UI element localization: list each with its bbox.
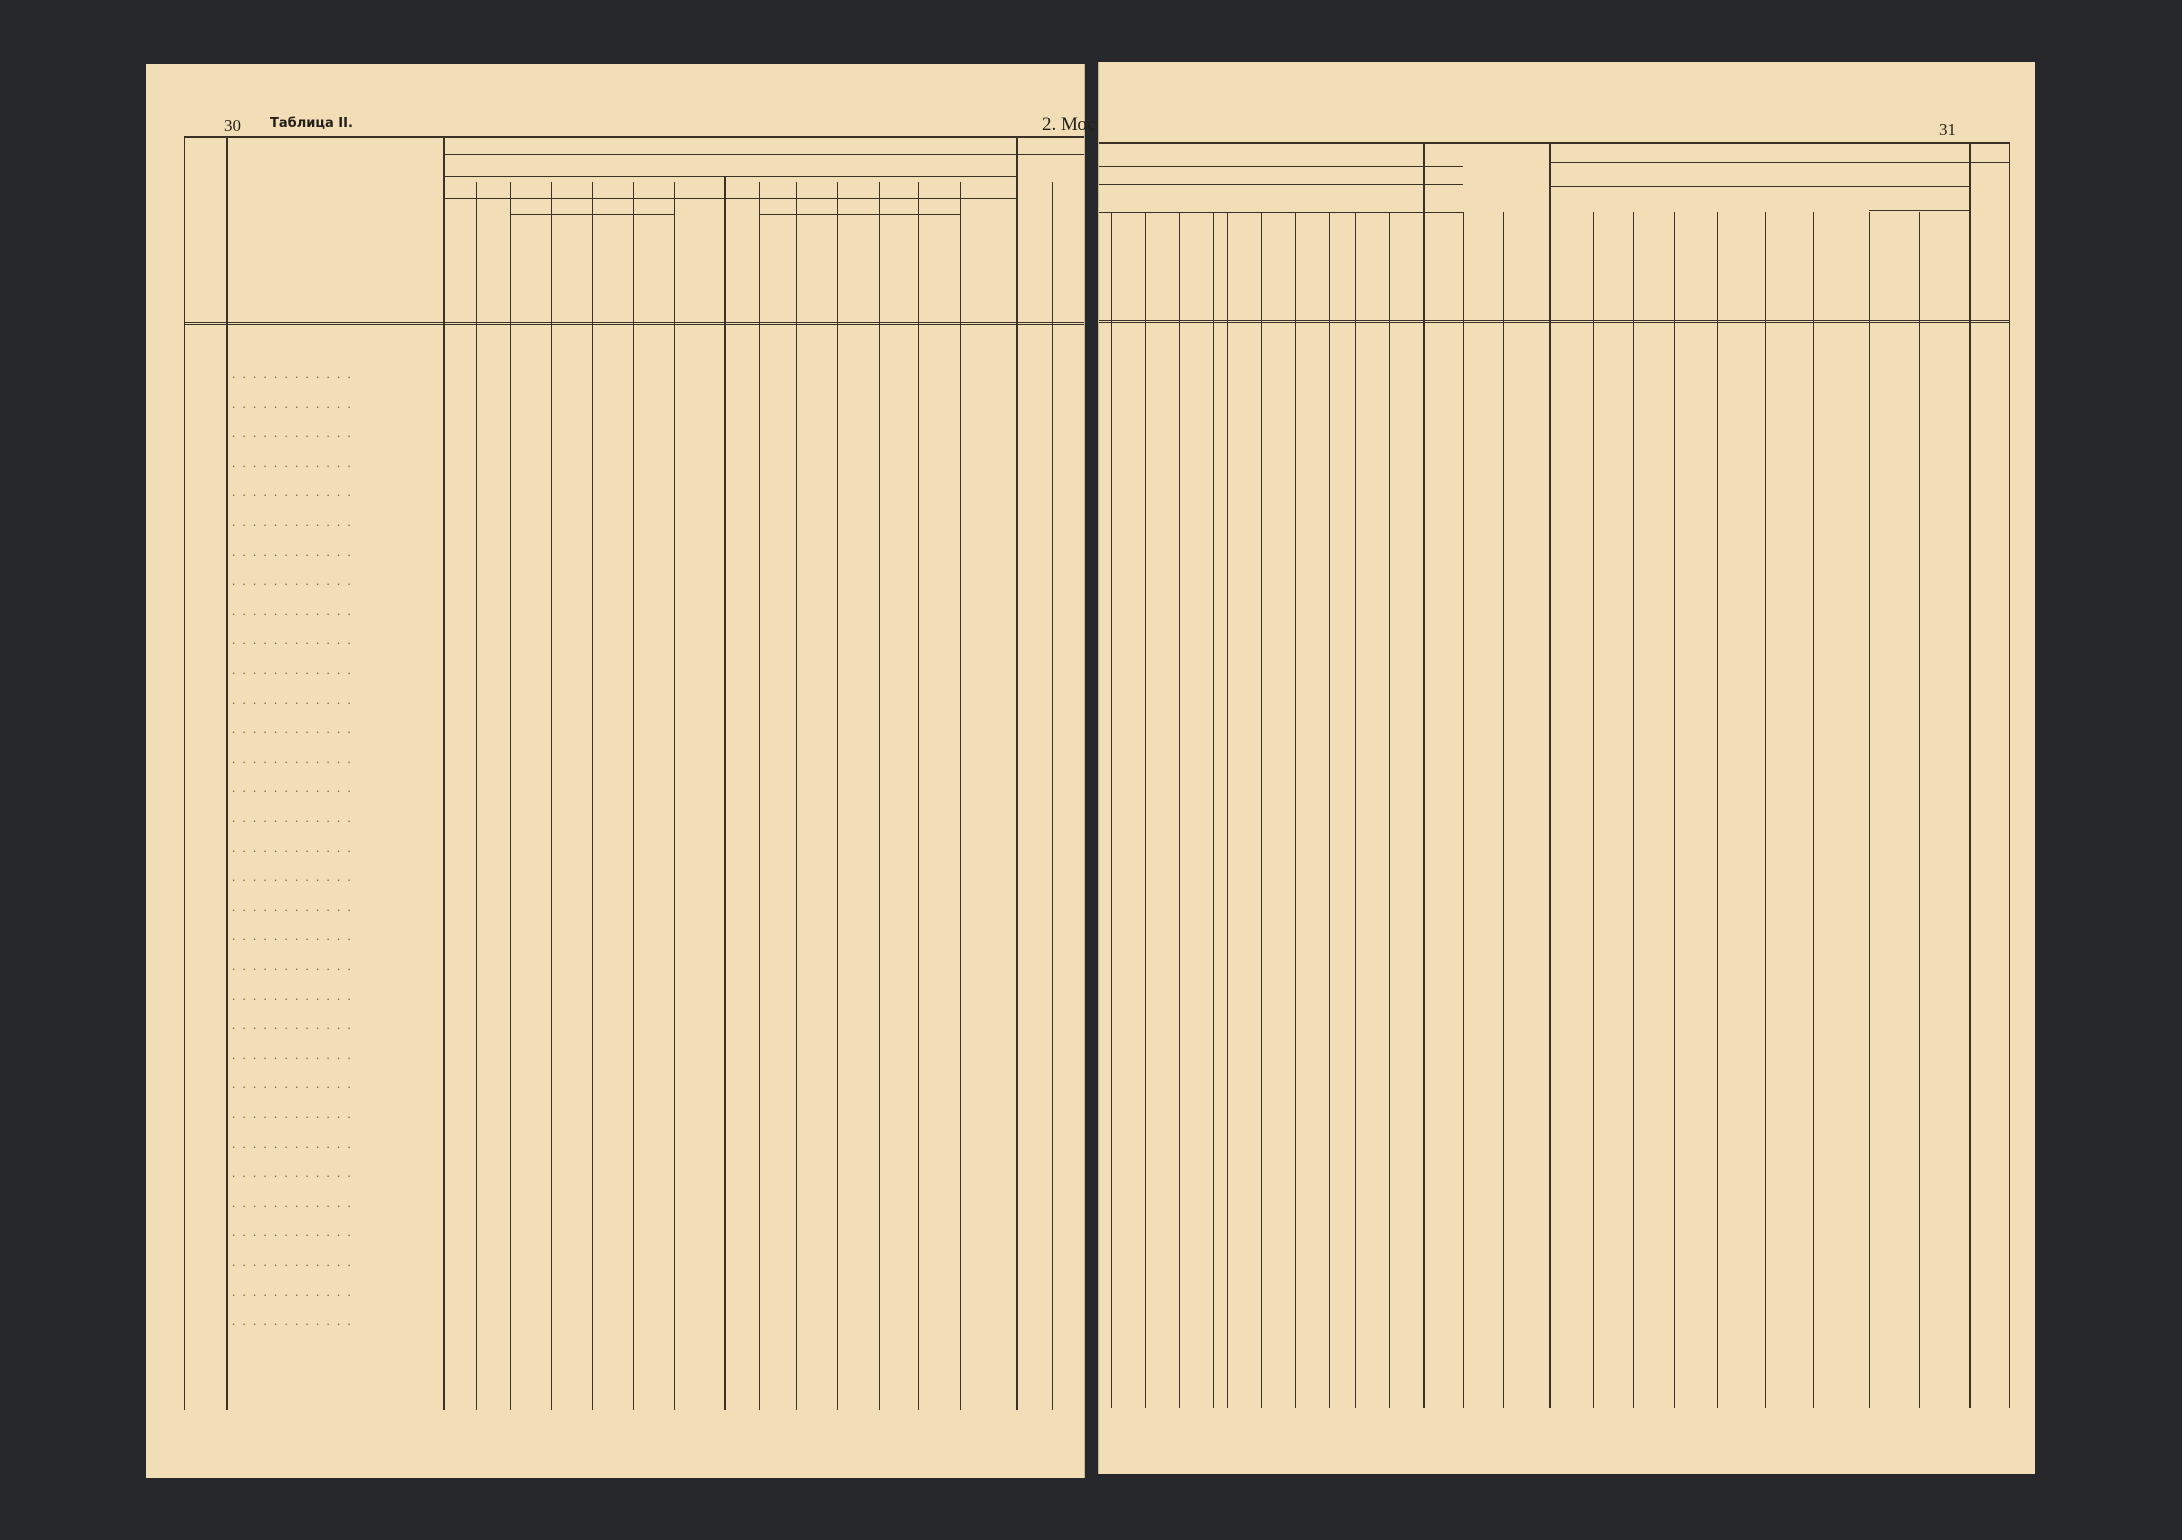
rule: [1869, 212, 1870, 1408]
settlement-name: [232, 1313, 440, 1329]
settlement-name: [232, 1136, 440, 1152]
rule: [1503, 212, 1504, 1408]
settlement-name: [232, 928, 440, 944]
rule: [443, 176, 1016, 177]
rule: [837, 182, 838, 1410]
rule: [1355, 212, 1356, 1408]
rule: [1919, 212, 1920, 1408]
leader-dots: . . . . . . . . . . . .: [232, 810, 353, 825]
rule: [1099, 142, 2009, 144]
rule: [1016, 136, 1018, 1410]
page-number: 31: [1939, 120, 1956, 139]
rule: [1099, 322, 2009, 323]
rule: [476, 182, 477, 1410]
rule: [674, 182, 675, 1410]
settlement-name: [232, 1284, 440, 1300]
rule: [184, 322, 1084, 323]
table-label: Таблица II.: [270, 116, 353, 131]
rule: [724, 176, 726, 1410]
leader-dots: . . . . . . . . . . . .: [232, 543, 353, 559]
leader-dots: . . . . . . . . . . . .: [232, 1046, 353, 1062]
rule: [1389, 212, 1390, 1408]
rule: [1633, 212, 1634, 1408]
leader-dots: . . . . . . . . . . . .: [232, 1135, 353, 1151]
rule: [226, 136, 228, 1410]
rule: [1869, 210, 1969, 211]
leader-dots: . . . . . . . . . . . .: [232, 1224, 353, 1240]
rule: [1765, 212, 1766, 1408]
rule: [1969, 142, 1971, 1408]
rule: [184, 136, 185, 1410]
leader-dots: . . . . . . . . . . . .: [232, 691, 353, 707]
rule: [1213, 212, 1214, 1408]
settlement-name: [232, 544, 440, 560]
leader-dots: . . . . . . . . . . . .: [232, 1313, 353, 1329]
settlement-name: [232, 603, 440, 619]
settlement-name: [232, 455, 440, 471]
settlement-name: [232, 692, 440, 708]
settlement-name: [232, 573, 440, 589]
rule: [2009, 142, 2010, 1408]
rule: [1674, 212, 1675, 1408]
leader-dots: . . . . . . . . . . . .: [232, 1254, 353, 1269]
rule: [551, 182, 552, 1410]
rule: [1099, 166, 1463, 167]
leader-dots: . . . . . . . . . . . .: [232, 1017, 353, 1033]
edge-label: 2. Мос: [1042, 114, 1096, 135]
settlement-name: [232, 396, 440, 412]
rule: [1423, 142, 1425, 1408]
leader-dots: . . . . . . . . . . . .: [232, 987, 353, 1003]
rule: [1145, 212, 1146, 1408]
rule: [759, 214, 960, 215]
rule: [1227, 212, 1228, 1408]
settlement-name: [232, 1106, 440, 1122]
settlement-name: [232, 484, 440, 500]
settlement-name: [232, 662, 440, 678]
settlement-name: [232, 840, 440, 856]
rule: [510, 214, 674, 215]
rule: [960, 182, 961, 1410]
leader-dots: . . . . . . . . . . . .: [232, 1165, 353, 1181]
rule: [1111, 212, 1112, 1408]
leader-dots: . . . . . . . . . . . .: [232, 721, 353, 737]
leader-dots: . . . . . . . . . . . .: [232, 869, 353, 885]
leader-dots: . . . . . . . . . . . .: [232, 395, 353, 411]
leader-dots: . . . . . . . . . . . .: [232, 928, 353, 944]
rule: [443, 198, 1016, 199]
settlement-name: [232, 425, 440, 441]
rule: [918, 182, 919, 1410]
rule: [443, 154, 1084, 155]
page-number: 30: [224, 116, 241, 135]
leader-dots: . . . . . . . . . . . .: [232, 366, 353, 381]
rule: [1329, 212, 1330, 1408]
rule: [1593, 212, 1594, 1408]
rule: [1261, 212, 1262, 1408]
rule: [1179, 212, 1180, 1408]
settlement-name: [232, 721, 440, 737]
rule: [184, 324, 1084, 325]
settlement-name: [232, 1254, 440, 1270]
leader-dots: . . . . . . . . . . . .: [232, 514, 353, 529]
settlement-name: [232, 1165, 440, 1181]
rule: [510, 182, 511, 1410]
rule: [1099, 212, 1463, 213]
settlement-name: [232, 1076, 440, 1092]
settlement-name: [232, 366, 440, 382]
rule: [1549, 142, 1551, 1408]
rule: [1295, 212, 1296, 1408]
left-page: [146, 64, 1096, 1478]
leader-dots: . . . . . . . . . . . .: [232, 662, 353, 677]
settlement-name: [232, 958, 440, 974]
settlement-name: [232, 751, 440, 767]
settlement-name: [232, 988, 440, 1004]
settlement-name: [232, 780, 440, 796]
settlement-name: [232, 869, 440, 885]
rule: [1549, 186, 1969, 187]
leader-dots: . . . . . . . . . . . .: [232, 1076, 353, 1092]
rule: [1813, 212, 1814, 1408]
rule: [443, 136, 445, 1410]
settlement-name: [232, 632, 440, 648]
settlement-name: [232, 1195, 440, 1211]
leader-dots: . . . . . . . . . . . .: [232, 1194, 353, 1210]
rule: [1463, 212, 1464, 1408]
leader-dots: . . . . . . . . . . . .: [232, 750, 353, 766]
leader-dots: . . . . . . . . . . . .: [232, 632, 353, 648]
leader-dots: . . . . . . . . . . . .: [232, 425, 353, 441]
rule: [1099, 184, 1463, 185]
settlement-name: [232, 514, 440, 530]
rule: [1549, 162, 2009, 163]
leader-dots: . . . . . . . . . . . .: [232, 898, 353, 914]
settlement-name: [232, 1047, 440, 1063]
rule: [633, 182, 634, 1410]
leader-dots: . . . . . . . . . . . .: [232, 454, 353, 470]
leader-dots: . . . . . . . . . . . .: [232, 780, 353, 796]
rule: [592, 182, 593, 1410]
right-page: [1098, 62, 2035, 1474]
settlement-name: [232, 1224, 440, 1240]
rule: [1099, 320, 2009, 321]
settlement-name: [232, 810, 440, 826]
settlement-name: [232, 899, 440, 915]
leader-dots: . . . . . . . . . . . .: [232, 484, 353, 500]
rule: [1717, 212, 1718, 1408]
rule: [879, 182, 880, 1410]
rule: [184, 136, 1084, 138]
leader-dots: . . . . . . . . . . . .: [232, 602, 353, 618]
leader-dots: . . . . . . . . . . . .: [232, 958, 353, 973]
leader-dots: . . . . . . . . . . . .: [232, 1283, 353, 1299]
settlement-name: [232, 1017, 440, 1033]
rule: [796, 182, 797, 1410]
rule: [1052, 182, 1053, 1410]
rule: [759, 182, 760, 1410]
leader-dots: . . . . . . . . . . . .: [232, 1106, 353, 1121]
leader-dots: . . . . . . . . . . . .: [232, 573, 353, 589]
leader-dots: . . . . . . . . . . . .: [232, 839, 353, 855]
